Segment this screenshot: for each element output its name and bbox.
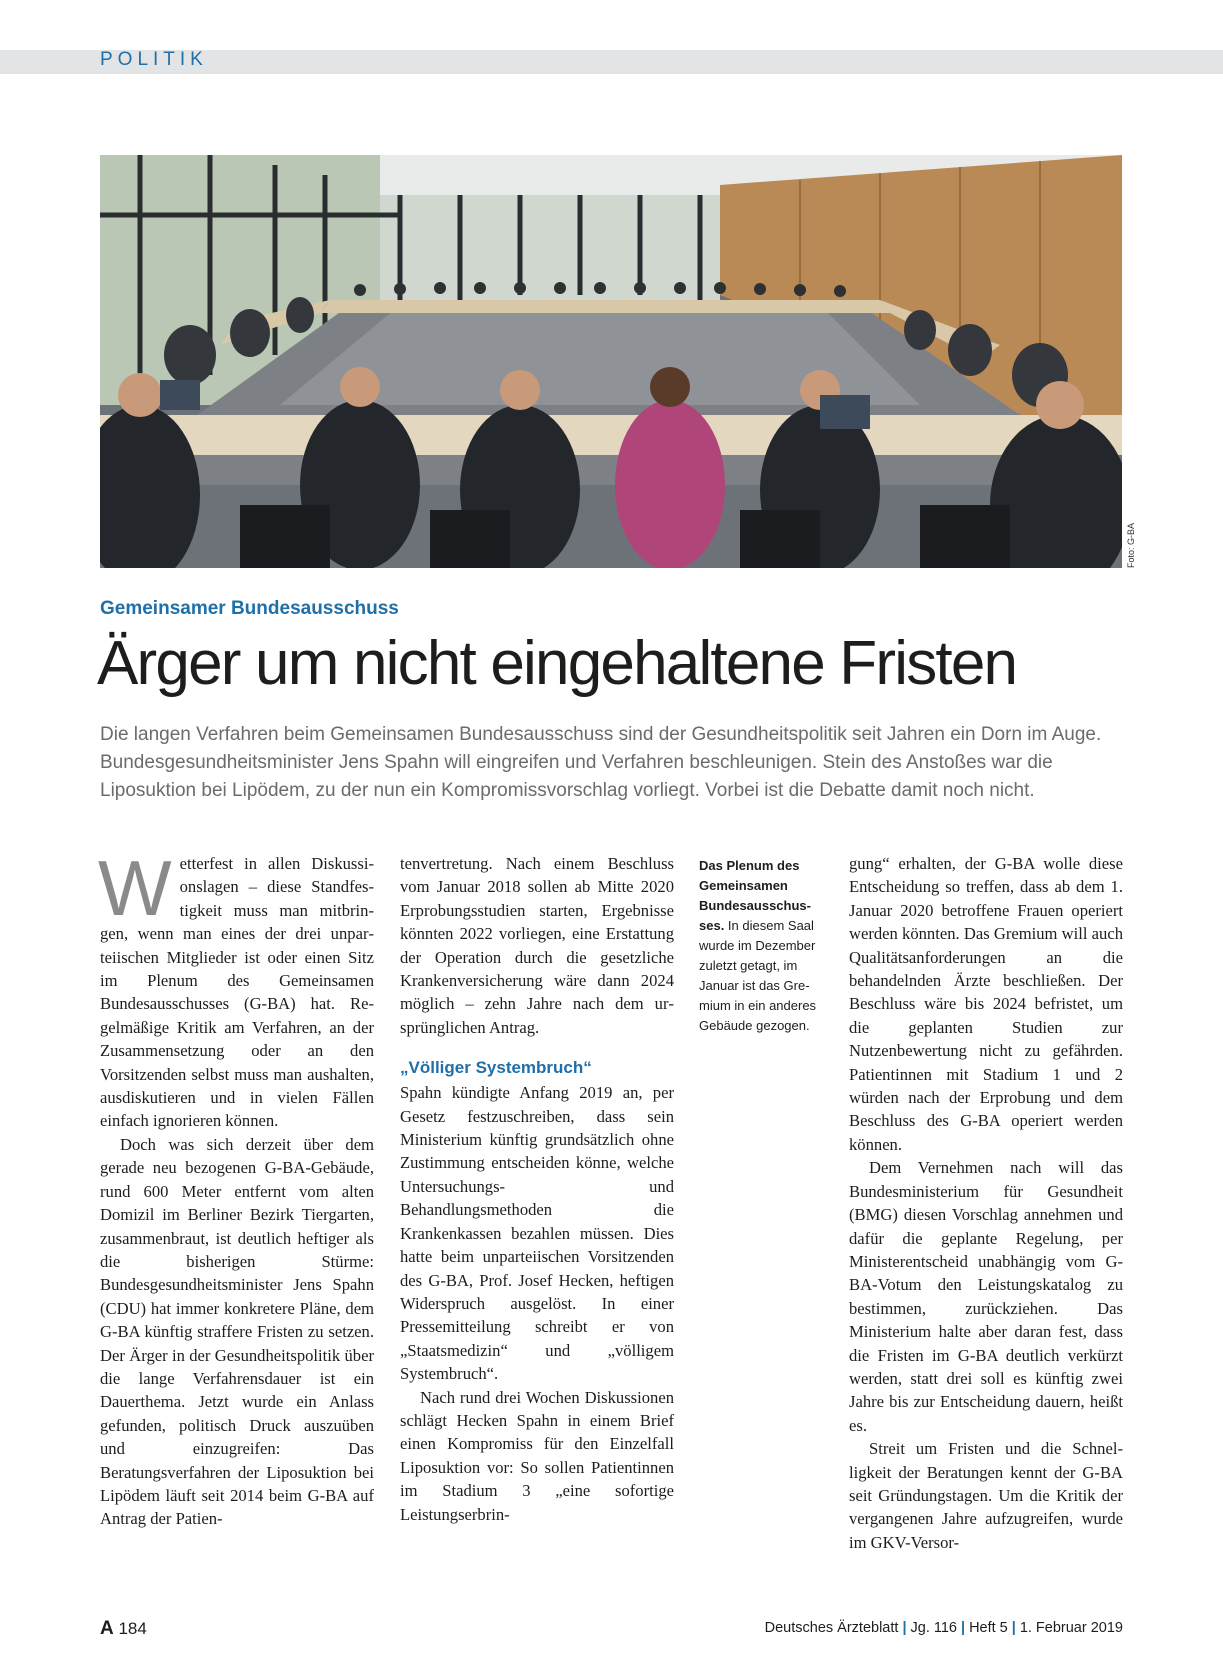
page-prefix: A [100, 1618, 114, 1639]
paragraph: Spahn kündigte Anfang 2019 an, per Gesetz festzuschreiben, dass sein Ministerium künftig grundsätzlich ohne Zustimmung entscheiden könne, welche Untersuchungs- und Behandlungsmethoden die Krankenkassen bezahlen müssen. Dies hatte beim unparteiischen Vorsitzenden des G-BA, Prof. Josef Hecken, heftigen Widerspruch ausgelöst. In einer Pressemitteilung schreibt er von „Staatsmedizin“ und „völligem Systembruch“. [400, 1083, 674, 1384]
paragraph: Nach rund drei Wochen Diskussionen schlägt Hecken Spahn in einem Brief einen Kompromiss für den Einzelfall Liposuktion vor: So sollen Patientinnen im Stadium 3 „eine sofortige Leistungserbrin- [400, 1387, 674, 1524]
subheading: „Völliger Systembruch“ [400, 1058, 592, 1078]
page-number [100, 1618, 147, 1640]
article-column-4 [849, 852, 1123, 1554]
separator: | [902, 1620, 907, 1636]
photo-credit: Foto: G-BA [1126, 522, 1136, 568]
paragraph: Streit um Fristen und die Schnelligkeit der Beratungen kennt der G-BA seit Gründungstagen. Um die Kritik der vergangenen Jahre aufzugreifen, wurde im GKV-Versor- [849, 1439, 1123, 1552]
volume: Jg. 116 [910, 1620, 957, 1636]
photo-caption [699, 856, 831, 1036]
paragraph: Doch was sich derzeit über dem gerade neu bezogenen G-BA-Gebäude, rund 600 Meter entfernt vom alten Domizil im Berliner Bezirk Tiergarten, zusammenbraut, ist deutlich heftiger als die bisherigen Stürme: Bundesgesundheitsminister Jens Spahn (CDU) hat immer konkretere Pläne, dem G-BA künftig straffere Fristen zu setzen. Der Ärger in der Gesundheitspolitik über die lange Verfahrensdauer ist ein Dauerthema. Jetzt wurde ein Anlass gefunden, politisch Druck auszuüben und einzugreifen: Das Beratungsverfahren der Liposuktion bei Lipödem läuft seit 2014 beim G-BA auf Antrag der Patien- [100, 1134, 374, 1529]
journal-name: Deutsches Ärzteblatt [764, 1620, 899, 1636]
paragraph [98, 844, 374, 1133]
issue: Heft 5 [969, 1620, 1008, 1636]
footer-meta [765, 1620, 1123, 1636]
page-number-value: 184 [118, 1619, 147, 1638]
dropcap: W [98, 844, 172, 932]
separator: | [961, 1620, 966, 1636]
article-lead: Die langen Verfahren beim Gemeinsamen Bundesausschuss sind der Gesundheitspolitik seit Jahren ein Dorn im Auge. Bundesgesundheitsminister Jens Spahn will eingreifen und Verfahren beschleunigen. Stein des Anstoßes war die Liposuktion bei Lipödem, zu der nun ein Kompromissvorschlag vorliegt. Vorbei ist die Debatte damit noch nicht. [100, 724, 1102, 801]
article-column-2 [400, 852, 674, 1526]
date: 1. Februar 2019 [1019, 1620, 1123, 1636]
caption-text: In diesem Saal wurde im Dezember zuletzt getagt, im Januar ist das Gremium in ein anderes Gebäude gezogen. [699, 918, 817, 1033]
paragraph: tenvertretung. Nach einem Beschluss vom Januar 2018 sollen ab Mitte 2020 Erprobungsstudien starten, Ergebnisse könnten 2022 vorliegen, eine Erstattung der Operation durch die gesetzliche Krankenversicherung wäre dann 2024 möglich – zehn Jahre nach dem ursprünglichen Antrag. [400, 854, 674, 1037]
plenum-photo [100, 155, 1122, 568]
paragraph: gung“ erhalten, der G-BA wolle diese Entscheidung so treffen, dass ab dem 1. Januar 2020 betroffene Frauen operiert werden könnten. Das Gremium will auch Qualitätsanforderungen an die behandelnden Ärzte beschließen. Der Beschluss wäre bis 2024 befristet, um die geplanten Studien zur Nutzenbewertung nicht zu gefährden. Patientinnen mit Stadium 1 und 2 würden nach der Erprobung und dem Beschluss des G-BA operiert werden können. [849, 854, 1123, 1154]
section-label: POLITIK [100, 49, 208, 70]
paragraph: Dem Vernehmen nach will das Bundesministerium für Gesundheit (BMG) diesen Vorschlag annehmen und dafür die geplante Regelung, per Ministerentscheid unabhängig vom G-BA-Votum den Leistungskatalog zu bestimmen, zurückziehen. Das Ministerium halte aber daran fest, dass die Fristen im G-BA deutlich verkürzt werden, statt drei soll es künftig zwei Jahre bis zur Entscheidung dauern, heißt es. [849, 1158, 1123, 1435]
paragraph-text: etterfest in allen Diskussionslagen – diese Standfestigkeit muss man mitbringen, wenn man eines der drei unparteiischen Mitglieder ist oder einen Sitz im Plenum des Gemeinsamen Bundesausschusses (G-BA) hat. Regelmäßige Kritik am Verfahren, an der Zusammensetzung oder an den Vorsitzenden selbst muss man aushalten, ausdiskutieren und in vielen Fällen einfach ignorieren können. [100, 854, 374, 1131]
caption-bold: Das Plenum des Gemeinsamen Bundesausschusses. [699, 858, 811, 933]
separator: | [1011, 1620, 1016, 1636]
article-kicker: Gemeinsamer Bundesausschuss [100, 598, 399, 619]
article-column-1 [98, 844, 374, 1531]
article-headline: Ärger um nicht eingehaltene Fristen [97, 629, 1017, 698]
